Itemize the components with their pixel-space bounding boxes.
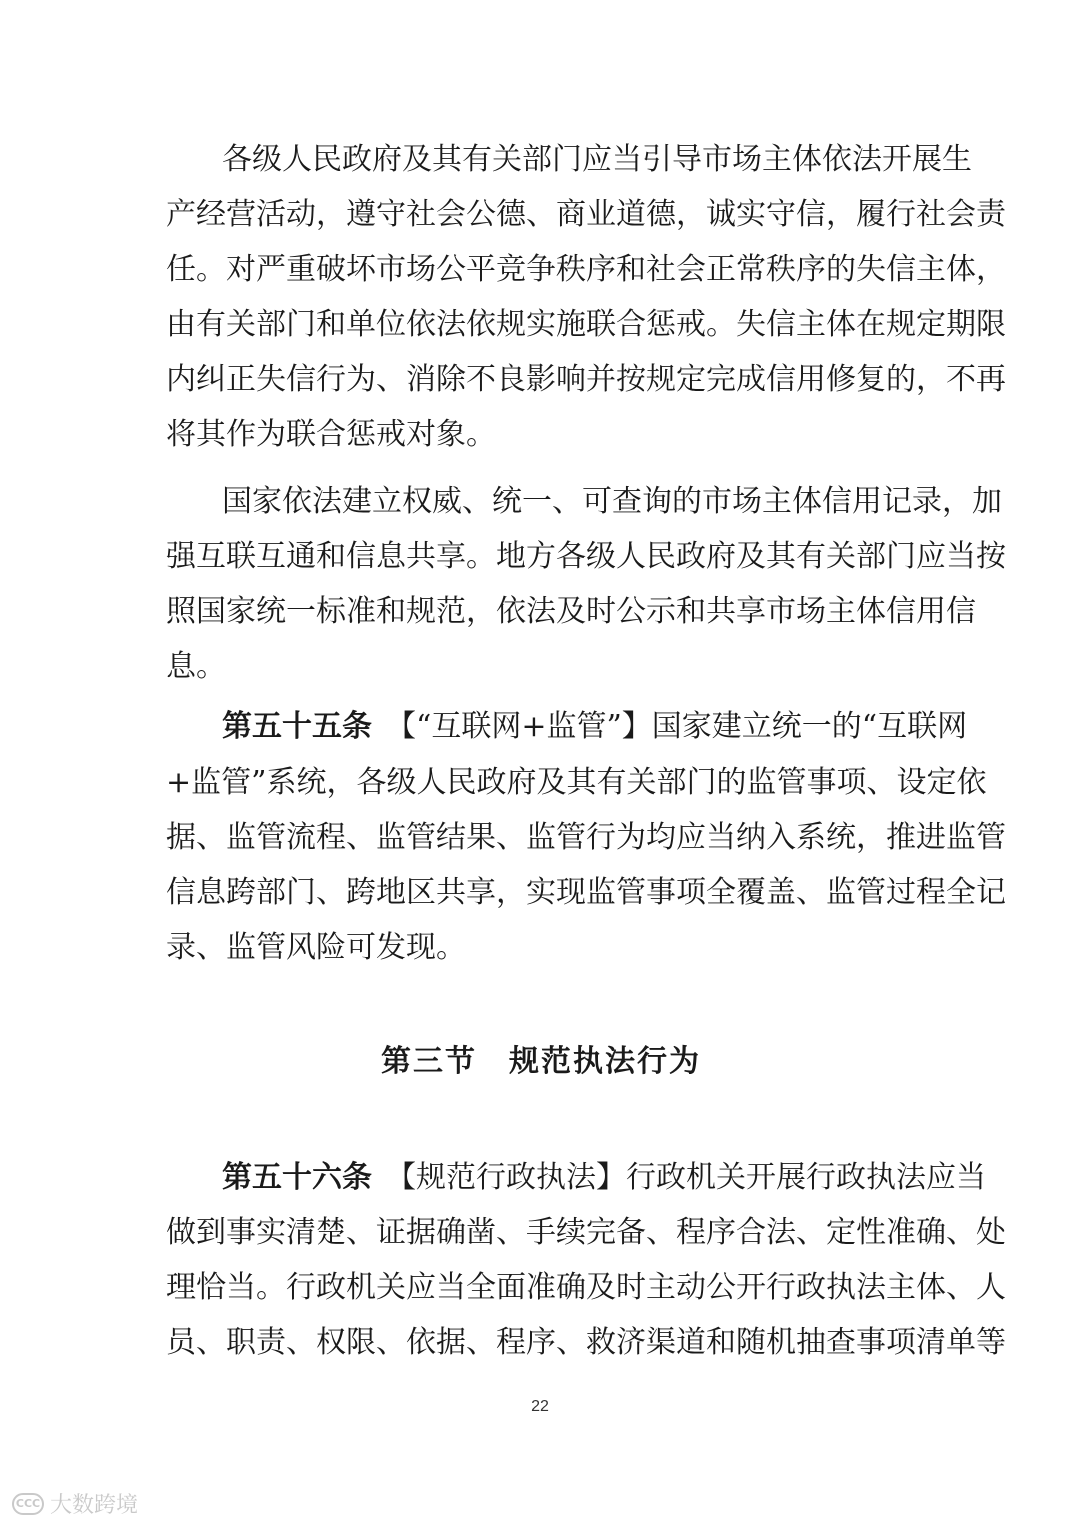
text-line: 强互联互通和信息共享。地方各级人民政府及其有关部门应当按 (166, 539, 1006, 574)
section-title: 第三节 规范执法行为 (381, 1044, 701, 1079)
text-line: 任。对严重破坏市场公平竞争秩序和社会正常秩序的失信主体， (166, 252, 1006, 287)
watermark-logo-icon: CCC (12, 1493, 44, 1515)
text-line: 各级人民政府及其有关部门应当引导市场主体依法开展生 (222, 142, 972, 177)
text-line: 员、职责、权限、依据、程序、救济渠道和随机抽查事项清单等 (166, 1325, 1006, 1360)
text-line: 据、监管流程、监管结果、监管行为均应当纳入系统，推进监管 (166, 820, 1006, 855)
text-line: 国家依法建立权威、统一、可查询的市场主体信用记录，加 (222, 484, 1002, 519)
page-number: 22 (531, 1398, 549, 1415)
text-span: 【“互联网+监管”】国家建立统一的“互联网 (386, 709, 968, 744)
article-55-first-line (166, 709, 968, 745)
watermark (12, 1488, 138, 1519)
text-line: +监管”系统，各级人民政府及其有关部门的监管事项、设定依 (166, 765, 987, 800)
text-line: 将其作为联合惩戒对象。 (166, 417, 496, 452)
text-span: 【规范行政执法】行政机关开展行政执法应当 (386, 1160, 986, 1195)
text-line: 信息跨部门、跨地区共享，实现监管事项全覆盖、监管过程全记 (166, 875, 1006, 910)
text-line: 照国家统一标准和规范，依法及时公示和共享市场主体信用信 (166, 594, 976, 629)
text-line: 录、监管风险可发现。 (166, 930, 466, 965)
text-line: 息。 (166, 649, 226, 684)
article-56-first-line (166, 1160, 986, 1196)
text-line: 产经营活动，遵守社会公德、商业道德，诚实守信，履行社会责 (166, 197, 1006, 232)
text-line: 理恰当。行政机关应当全面准确及时主动公开行政执法主体、人 (166, 1270, 1006, 1305)
watermark-text: 大数跨境 (50, 1493, 139, 1518)
article-number: 第五十六条 (222, 1160, 372, 1195)
text-line: 由有关部门和单位依法依规实施联合惩戒。失信主体在规定期限 (166, 307, 1006, 342)
text-line: 内纠正失信行为、消除不良影响并按规定完成信用修复的，不再 (166, 362, 1006, 397)
text-line: 做到事实清楚、证据确凿、手续完备、程序合法、定性准确、处 (166, 1215, 1006, 1250)
article-number: 第五十五条 (222, 709, 372, 744)
